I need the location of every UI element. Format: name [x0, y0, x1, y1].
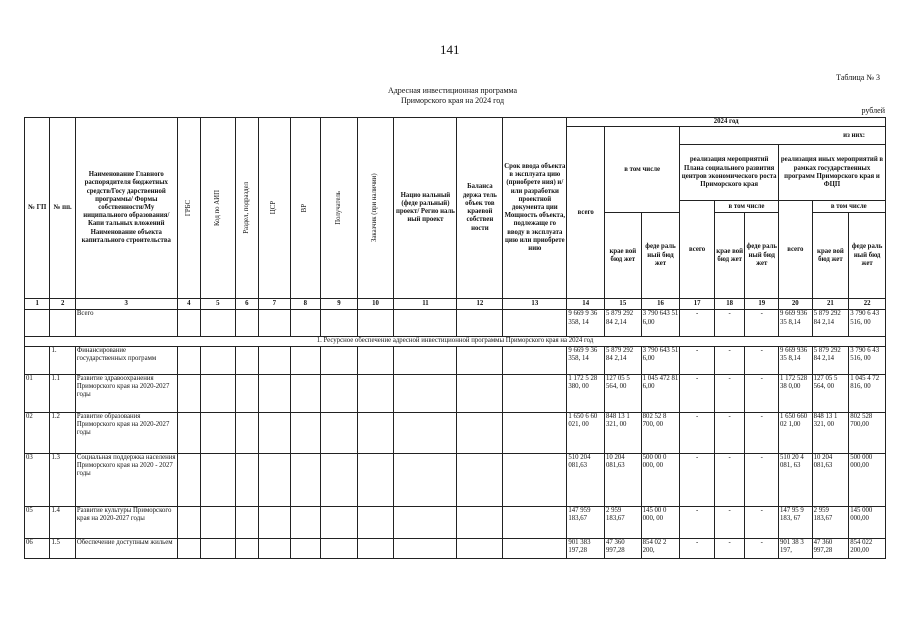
cell-empty: [235, 310, 258, 337]
column-number: 15: [605, 299, 642, 310]
cell-name: Развитие здравоохранения Приморского края на 2020-2027 годы: [75, 374, 177, 412]
cell-other-kb: 5 879 292 84 2,14: [812, 346, 849, 374]
cell-kb: 127 05 5 564, 00: [605, 374, 642, 412]
cell-plan-total: -: [680, 412, 715, 453]
cell-empty: [290, 538, 321, 558]
cell-empty: [503, 310, 567, 337]
units-label: рублей: [861, 106, 885, 115]
table-row: [25, 453, 886, 506]
cell-other-total: 1 650 660 02 1,00: [779, 412, 813, 453]
cell-empty: [235, 412, 258, 453]
header-incl: в том числе: [605, 127, 680, 213]
cell-other-fb: 145 000 000,00: [849, 506, 886, 538]
cell-empty: [259, 538, 291, 558]
cell-empty: [321, 538, 358, 558]
cell-other-fb: 1 045 4 72 816, 00: [849, 374, 886, 412]
document-title: [0, 86, 905, 106]
header-term: Срок ввода объекта в эксплуата цию (приобрете ния) и/или разработки проектной документа ции Мощность объекта, подлежаще го вводу в эксплуата цию или приобрете нию: [503, 118, 567, 299]
header-plan-total: всего: [680, 201, 715, 299]
cell-plan-kb: -: [714, 310, 745, 337]
header-gp: № ГП: [25, 118, 50, 299]
cell-empty: [357, 412, 394, 453]
cell-empty: [177, 310, 200, 337]
investment-program-table: [24, 117, 886, 559]
cell-plan-total: -: [680, 374, 715, 412]
cell-empty: [321, 506, 358, 538]
cell-other-fb: 854 022 200,00: [849, 538, 886, 558]
header-kb: крае вой бюд жет: [605, 213, 642, 299]
cell-empty: [503, 412, 567, 453]
column-number: 22: [849, 299, 886, 310]
cell-other-fb: 802 528 700,00: [849, 412, 886, 453]
cell-plan-fb: -: [745, 412, 779, 453]
cell-plan-kb: -: [714, 538, 745, 558]
cell-empty: [177, 412, 200, 453]
cell-empty: [235, 506, 258, 538]
column-number: 8: [290, 299, 321, 310]
cell-fb: 802 52 8 700, 00: [641, 412, 680, 453]
header-other-fb: феде раль ный бюд жет: [849, 213, 886, 299]
cell-gp: [25, 346, 50, 374]
cell-empty: [457, 453, 503, 506]
column-number: 4: [177, 299, 200, 310]
cell-other-fb: 500 000 000,00: [849, 453, 886, 506]
cell-empty: [201, 346, 236, 374]
cell-total: 1 172 5 28 380, 00: [567, 374, 605, 412]
header-other: реализация иных мероприятий в рамках государственных программ Приморского края и ФЦП: [779, 145, 886, 201]
header-project: Нацио нальный (феде ральный) проект/ Регио наль ный проект: [394, 118, 457, 299]
table-row: [25, 346, 886, 374]
cell-kb: 5 879 292 84 2,14: [605, 346, 642, 374]
cell-other-fb: 3 790 6 43 516, 00: [849, 310, 886, 337]
header-razdel: Раздел, подраздел: [235, 118, 258, 299]
cell-gp: 03: [25, 453, 50, 506]
cell-plan-total: -: [680, 346, 715, 374]
cell-other-total: 147 95 9 183, 67: [779, 506, 813, 538]
cell-empty: [259, 310, 291, 337]
cell-empty: [290, 506, 321, 538]
cell-empty: [201, 538, 236, 558]
cell-name: Всего: [75, 310, 177, 337]
table-body: [25, 310, 886, 558]
cell-empty: [321, 310, 358, 337]
cell-empty: [457, 374, 503, 412]
cell-fb: 3 790 643 51 6,00: [641, 310, 680, 337]
cell-other-kb: 127 05 5 564, 00: [812, 374, 849, 412]
header-csr: ЦСР: [259, 118, 291, 299]
cell-pp: 1.4: [50, 506, 75, 538]
cell-other-fb: 3 790 6 43 516, 00: [849, 346, 886, 374]
cell-other-total: 1 172 528 38 0,00: [779, 374, 813, 412]
cell-empty: [357, 374, 394, 412]
cell-plan-kb: -: [714, 374, 745, 412]
cell-pp: 1.1: [50, 374, 75, 412]
cell-plan-fb: -: [745, 453, 779, 506]
cell-name: Развитие образования Приморского края на 2020-2027 годы: [75, 412, 177, 453]
header-customer: Заказчик (при наличии): [357, 118, 394, 299]
cell-empty: [290, 310, 321, 337]
cell-gp: 01: [25, 374, 50, 412]
cell-other-total: 510 20 4 081, 63: [779, 453, 813, 506]
column-number: 17: [680, 299, 715, 310]
cell-empty: [201, 506, 236, 538]
cell-plan-fb: -: [745, 346, 779, 374]
cell-empty: [457, 412, 503, 453]
header-pp: № пп.: [50, 118, 75, 299]
cell-name: Обеспечение доступным жильем: [75, 538, 177, 558]
cell-fb: 3 790 643 51 6,00: [641, 346, 680, 374]
cell-total: 1 650 6 60 021, 00: [567, 412, 605, 453]
cell-empty: [290, 346, 321, 374]
table-row: [25, 310, 886, 337]
cell-other-total: 9 669 936 35 8,14: [779, 346, 813, 374]
cell-empty: [394, 310, 457, 337]
header-fb: феде раль ный бюд жет: [641, 213, 680, 299]
cell-empty: [201, 453, 236, 506]
cell-pp: 1.3: [50, 453, 75, 506]
table-row: [25, 374, 886, 412]
header-plan: реализация мероприятий Плана социального развития центров экономического роста Приморского края: [680, 145, 779, 201]
column-number: 7: [259, 299, 291, 310]
cell-empty: [357, 506, 394, 538]
header-plan-kb: крае вой бюд жет: [714, 213, 745, 299]
cell-empty: [177, 506, 200, 538]
cell-other-total: 9 669 936 35 8,14: [779, 310, 813, 337]
header-balance: Баланса держа тель объек тов краевой собствен ности: [457, 118, 503, 299]
cell-empty: [457, 506, 503, 538]
cell-kb: 5 879 292 84 2,14: [605, 310, 642, 337]
header-other-kb: крае вой бюд жет: [812, 213, 849, 299]
column-number: 3: [75, 299, 177, 310]
cell-empty: [321, 412, 358, 453]
cell-total: 147 959 183,67: [567, 506, 605, 538]
cell-empty: [177, 453, 200, 506]
cell-empty: [321, 453, 358, 506]
cell-fb: 500 00 0 000, 00: [641, 453, 680, 506]
cell-other-kb: 47 360 997,28: [812, 538, 849, 558]
column-number: 5: [201, 299, 236, 310]
column-number: 13: [503, 299, 567, 310]
cell-empty: [201, 412, 236, 453]
header-plan-fb: феде раль ный бюд жет: [745, 213, 779, 299]
cell-pp: [50, 310, 75, 337]
cell-other-total: 901 38 3 197,: [779, 538, 813, 558]
column-number: 2: [50, 299, 75, 310]
header-year: 2024 год: [567, 118, 886, 127]
cell-gp: 02: [25, 412, 50, 453]
cell-empty: [457, 310, 503, 337]
cell-empty: [394, 506, 457, 538]
cell-empty: [503, 374, 567, 412]
column-number: 21: [812, 299, 849, 310]
section-row: [25, 337, 886, 346]
cell-gp: [25, 310, 50, 337]
table-label: Таблица № 3: [836, 73, 880, 82]
header-other-incl: в том числе: [812, 201, 885, 213]
cell-empty: [394, 538, 457, 558]
column-number: 19: [745, 299, 779, 310]
cell-total: 510 204 081,63: [567, 453, 605, 506]
table-row: [25, 412, 886, 453]
cell-name: Социальная поддержка населения Приморского края на 2020 - 2027 годы: [75, 453, 177, 506]
cell-empty: [290, 374, 321, 412]
column-number: 16: [641, 299, 680, 310]
cell-name: Финансирование государственных программ: [75, 346, 177, 374]
cell-empty: [235, 453, 258, 506]
cell-plan-fb: -: [745, 538, 779, 558]
cell-plan-fb: -: [745, 506, 779, 538]
cell-name: Развитие культуры Приморского края на 2020-2027 годы: [75, 506, 177, 538]
cell-empty: [321, 346, 358, 374]
title-line-2: Приморского края на 2024 год: [400, 96, 505, 105]
header-total: всего: [567, 127, 605, 299]
cell-empty: [394, 412, 457, 453]
cell-empty: [503, 346, 567, 374]
cell-empty: [259, 412, 291, 453]
section-title: 1. Ресурсное обеспечение адресной инвестиционной программы Приморского края на 2024 год: [25, 337, 886, 346]
cell-kb: 2 959 183,67: [605, 506, 642, 538]
title-line-1: Адресная инвестиционная программа: [387, 86, 518, 95]
column-number: 10: [357, 299, 394, 310]
header-plan-incl: в том числе: [714, 201, 778, 213]
cell-plan-kb: -: [714, 412, 745, 453]
column-number: 12: [457, 299, 503, 310]
header-aip: Код по АИП: [201, 118, 236, 299]
header-vr: ВР: [290, 118, 321, 299]
header-of-which: из них:: [680, 127, 886, 145]
header-name: Наименование Главного распорядителя бюджетных средств/Госу дарственной программы/ Формы собственности/Му ниципального образования/Капи тальных вложений Наименование объекта капитального строительства: [75, 118, 177, 299]
cell-plan-total: -: [680, 506, 715, 538]
cell-empty: [177, 538, 200, 558]
cell-other-kb: 5 879 292 84 2,14: [812, 310, 849, 337]
cell-empty: [357, 538, 394, 558]
table-row: [25, 506, 886, 538]
column-number: 1: [25, 299, 50, 310]
cell-empty: [457, 538, 503, 558]
cell-other-kb: 10 204 081,63: [812, 453, 849, 506]
cell-kb: 10 204 081,63: [605, 453, 642, 506]
cell-empty: [177, 346, 200, 374]
column-number: 11: [394, 299, 457, 310]
cell-empty: [201, 374, 236, 412]
cell-fb: 145 00 0 000, 00: [641, 506, 680, 538]
cell-pp: 1.5: [50, 538, 75, 558]
cell-total: 9 669 9 36 358, 14: [567, 310, 605, 337]
cell-empty: [235, 374, 258, 412]
header-recipient: Получатель: [321, 118, 358, 299]
cell-fb: 1 045 472 81 6,00: [641, 374, 680, 412]
column-number: 9: [321, 299, 358, 310]
cell-pp: 1.: [50, 346, 75, 374]
cell-empty: [259, 453, 291, 506]
cell-empty: [201, 310, 236, 337]
cell-empty: [235, 346, 258, 374]
cell-pp: 1.2: [50, 412, 75, 453]
cell-empty: [457, 346, 503, 374]
cell-empty: [259, 374, 291, 412]
cell-empty: [290, 453, 321, 506]
page-number: 141: [440, 42, 460, 57]
cell-other-kb: 2 959 183,67: [812, 506, 849, 538]
cell-empty: [357, 453, 394, 506]
column-number: 6: [235, 299, 258, 310]
cell-empty: [357, 310, 394, 337]
cell-kb: 848 13 1 321, 00: [605, 412, 642, 453]
column-number: 14: [567, 299, 605, 310]
cell-other-kb: 848 13 1 321, 00: [812, 412, 849, 453]
cell-empty: [394, 453, 457, 506]
cell-gp: 06: [25, 538, 50, 558]
column-number-row: [25, 299, 886, 310]
cell-empty: [177, 374, 200, 412]
cell-plan-fb: -: [745, 310, 779, 337]
header-grbs: ГРБС: [177, 118, 200, 299]
cell-plan-kb: -: [714, 453, 745, 506]
cell-gp: 05: [25, 506, 50, 538]
header-other-total: всего: [779, 201, 813, 299]
cell-plan-total: -: [680, 310, 715, 337]
cell-total: 9 669 9 36 358, 14: [567, 346, 605, 374]
cell-empty: [321, 374, 358, 412]
cell-empty: [503, 453, 567, 506]
cell-plan-fb: -: [745, 374, 779, 412]
cell-empty: [357, 346, 394, 374]
column-number: 18: [714, 299, 745, 310]
cell-plan-total: -: [680, 453, 715, 506]
cell-empty: [290, 412, 321, 453]
cell-empty: [394, 374, 457, 412]
cell-plan-kb: -: [714, 506, 745, 538]
cell-empty: [503, 506, 567, 538]
cell-kb: 47 360 997,28: [605, 538, 642, 558]
cell-plan-total: -: [680, 538, 715, 558]
cell-empty: [235, 538, 258, 558]
cell-total: 901 383 197,28: [567, 538, 605, 558]
cell-fb: 854 02 2 200,: [641, 538, 680, 558]
cell-empty: [394, 346, 457, 374]
table-row: [25, 538, 886, 558]
cell-empty: [503, 538, 567, 558]
cell-plan-kb: -: [714, 346, 745, 374]
column-number: 20: [779, 299, 813, 310]
cell-empty: [259, 346, 291, 374]
cell-empty: [259, 506, 291, 538]
